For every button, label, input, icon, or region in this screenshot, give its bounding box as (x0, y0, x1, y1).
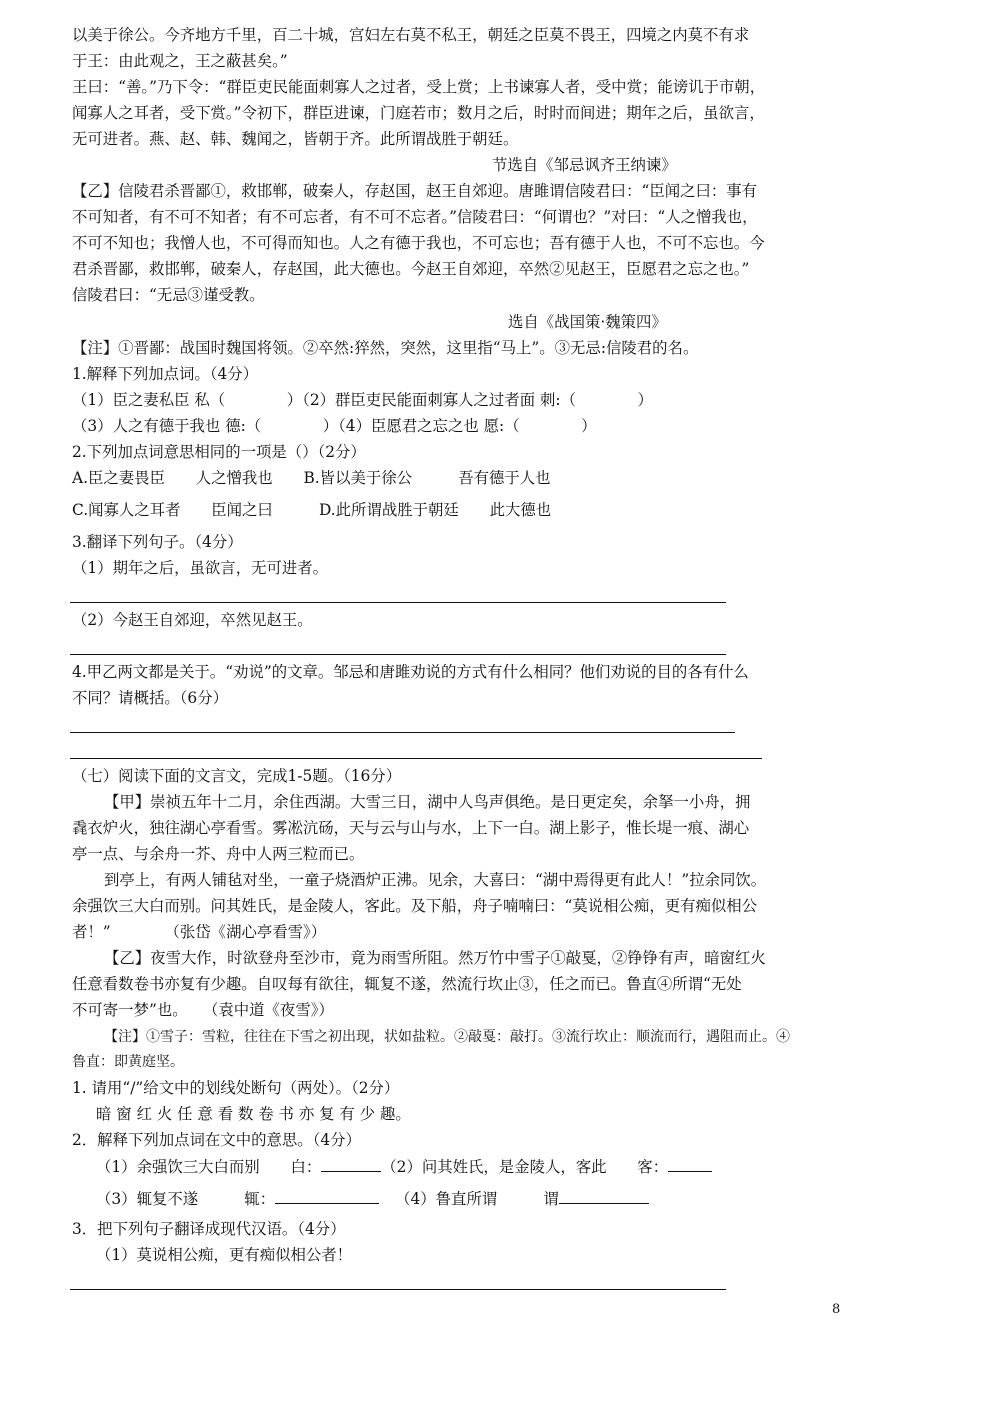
section-heading: （七）阅读下面的文言文，完成1-5题。（16分） (72, 767, 402, 785)
question-heading: 4.甲乙两文都是关于。“劝说”的文章。邹忌和唐雎劝说的方式有什么相同？他们劝说的目的各有什么 (72, 663, 749, 681)
page-number: 8 (832, 1302, 841, 1317)
passage-line: 亭一点、与余舟一芥、舟中人两三粒而已。 (72, 845, 365, 863)
answer-blank[interactable] (559, 1187, 649, 1204)
passage-line: 以美于徐公。今齐地方千里，百二十城，宫妇左右莫不私王，朝廷之臣莫不畏王，四境之内莫不有求 (72, 26, 750, 44)
question-heading: 3．把下列句子翻译成现代汉语。（4分） (72, 1220, 346, 1238)
answer-line[interactable] (70, 602, 726, 603)
passage-line: 【乙】夜雪大作，时欲登舟至沙市，竟为雨雪所阻。然万竹中雪子①敲戛，②铮铮有声，暗窗红火 (104, 949, 766, 967)
question-text: （1）余强饮三大白而别 白： (96, 1158, 322, 1176)
passage-line: 不可不知也；我憎人也，不可得而知也。人之有德于我也，不可忘也；吾有德于人也，不可不忘也。今 (72, 234, 765, 252)
passage-line: 【甲】崇祯五年十二月，余住西湖。大雪三日，湖中人鸟声俱绝。是日更定矣，余拏一小舟，拥 (104, 793, 751, 811)
choice-line: A.臣之妻畏臣 人之憎我也 B.皆以美于徐公 吾有德于人也 (72, 469, 551, 487)
passage-line: 于王：由此观之，王之蔽甚矣。” (72, 52, 288, 70)
passage-line: 无可进者。燕、赵、韩、魏闻之，皆朝于齐。此所谓战胜于朝廷。 (72, 130, 519, 148)
answer-blank[interactable] (668, 1155, 712, 1172)
question-heading: 1. 请用“/”给文中的划线处断句（两处）。（2分） (72, 1079, 400, 1097)
question-text: （3）辄复不遂 辄： (96, 1190, 276, 1208)
question-item: （3）人之有德于我也 德:（ ）（4）臣愿君之忘之也 愿:（ ） (72, 417, 597, 435)
question-heading: 不同？请概括。（6分） (72, 689, 228, 707)
punctuation-exercise: 暗 窗 红 火 任 意 看 数 卷 书 亦 复 有 少 趣。 (96, 1105, 411, 1123)
answer-line[interactable] (70, 758, 762, 759)
question-item: （2）今赵王自郊迎，卒然见赵王。 (72, 611, 313, 629)
answer-line[interactable] (70, 1289, 726, 1290)
passage-line: 王曰：“善。”乃下令：“群臣吏民能面刺寡人之过者，受上赏；上书谏寡人者，受中赏；能谤讥于市朝， (72, 78, 766, 96)
question-text: （4）鲁直所谓 谓 (395, 1190, 559, 1208)
answer-blank[interactable] (321, 1155, 381, 1172)
passage-line: 君杀晋鄙，救邯郸，破秦人，存赵国，此大德也。今赵王自郊迎，卒然②见赵王，臣愿君之忘之也。” (72, 260, 750, 278)
source-citation: 节选自《邹忌讽齐王纳谏》 (492, 156, 677, 174)
question-item: （1）期年之后，虽欲言，无可进者。 (72, 559, 329, 577)
passage-line: 信陵君曰：“无忌③谨受教。 (72, 286, 265, 304)
note-line: 【注】①晋鄙：战国时魏国将领。②卒然:猝然，突然，这里指“马上”。③无忌:信陵君的名。 (72, 339, 699, 357)
passage-line: 任意看数卷书亦复有少趣。自叹每有欲往，辄复不遂，然流行坎止③，任之而已。鲁直④所谓“无处 (72, 975, 742, 993)
answer-blank[interactable] (275, 1187, 379, 1204)
question-heading: 3.翻译下列句子。（4分） (72, 533, 243, 551)
passage-line: 闻寡人之耳者，受下赏。”令初下，群臣进谏，门庭若市；数月之后，时时而间进；期年之后，虽欲言， (72, 104, 765, 122)
choice-line: C.闻寡人之耳者 臣闻之曰 D.此所谓战胜于朝廷 此大德也 (72, 501, 552, 519)
question-text: （2）问其姓氏，是金陵人，客此 客： (381, 1158, 669, 1176)
passage-line: 余强饮三大白而别。问其姓氏，是金陵人，客此。及下船，舟子喃喃曰：“莫说相公痴，更有痴似相公 (72, 897, 758, 915)
note-line: 鲁直：即黄庭坚。 (72, 1054, 184, 1070)
passage-line: 到亭上，有两人铺毡对坐，一童子烧酒炉正沸。见余，大喜曰：“湖中焉得更有此人！”拉余同饮。 (104, 871, 767, 889)
passage-line: 不可寄一梦”也。 （袁中道《夜雪》） (72, 1001, 334, 1019)
answer-line[interactable] (70, 654, 726, 655)
passage-line: 毳衣炉火，独往湖心亭看雪。雾凇沆砀，天与云与山与水，上下一白。湖上影子，惟长堤一痕、湖心 (72, 819, 750, 837)
question-heading: 2.下列加点词意思相同的一项是（）（2分） (72, 443, 366, 461)
question-heading: 1.解释下列加点词。（4分） (72, 365, 259, 383)
passage-line: 者！” （张岱《湖心亭看雪》） (72, 923, 327, 941)
note-line: 【注】①雪子：雪粒，往往在下雪之初出现，状如盐粒。②敲戛：敲打。③流行坎止：顺流而行，遇阻而止。④ (104, 1029, 790, 1045)
answer-line[interactable] (70, 732, 735, 733)
question-item: （1）莫说相公痴，更有痴似相公者！ (96, 1246, 353, 1264)
question-item: （1）臣之妻私臣 私（ ）（2）群臣吏民能面刺寡人之过者面 刺:（ ） (72, 391, 653, 409)
source-citation: 选自《战国策·魏策四》 (508, 313, 667, 331)
passage-line: 【乙】信陵君杀晋鄙①，救邯郸，破秦人，存赵国，赵王自郊迎。唐雎谓信陵君曰：“臣闻之曰：事有 (72, 182, 758, 200)
question-heading: 2．解释下列加点词在文中的意思。（4分） (72, 1131, 361, 1149)
question-item (96, 1187, 649, 1210)
question-item (96, 1155, 712, 1178)
passage-line: 不可知者，有不可不知者；有不可忘者，有不可不忘者。”信陵君曰：“何谓也？”对曰：“人之憎我也， (72, 208, 758, 226)
